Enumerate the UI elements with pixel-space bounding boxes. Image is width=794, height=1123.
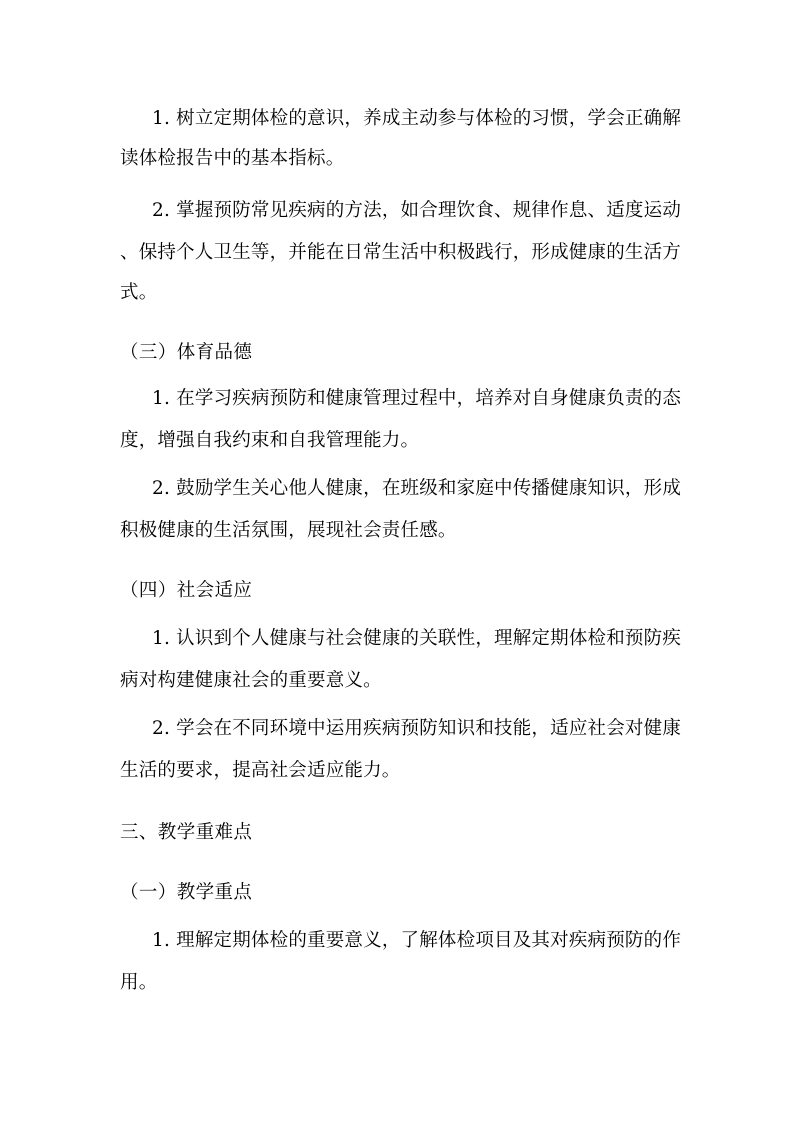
text-line: 病对构建健康社会的重要意义。 xyxy=(120,670,382,691)
text-line: 、保持个人卫生等，并能在日常生活中积极践行，形成健康的生活方 xyxy=(120,242,682,263)
text-line: 1. 树立定期体检的意识，养成主动参与体检的习惯，学会正确解 xyxy=(152,108,682,129)
section-heading: （一）教学重点 xyxy=(120,882,253,903)
section-heading: （三）体育品德 xyxy=(120,342,253,363)
text-line: 1. 认识到个人健康与社会健康的关联性，理解定期体检和预防疾 xyxy=(152,628,682,649)
section-heading: （四）社会适应 xyxy=(120,580,253,601)
text-line: 1. 在学习疾病预防和健康管理过程中，培养对自身健康负责的态 xyxy=(152,388,682,409)
text-line: 2. 掌握预防常见疾病的方法，如合理饮食、规律作息、适度运动 xyxy=(152,200,682,221)
text-line: 1. 理解定期体检的重要意义，了解体检项目及其对疾病预防的作 xyxy=(152,930,682,951)
text-line: 积极健康的生活氛围，展现社会责任感。 xyxy=(120,520,457,541)
text-line: 用。 xyxy=(120,972,158,993)
text-line: 式。 xyxy=(120,282,158,303)
text-line: 度，增强自我约束和自我管理能力。 xyxy=(120,430,420,451)
text-line: 读体检报告中的基本指标。 xyxy=(120,148,345,169)
text-line: 2. 学会在不同环境中运用疾病预防知识和技能，适应社会对健康 xyxy=(152,718,682,739)
chapter-heading: 三、教学重难点 xyxy=(120,822,253,843)
text-line: 2. 鼓励学生关心他人健康，在班级和家庭中传播健康知识，形成 xyxy=(152,478,682,499)
text-line: 生活的要求，提高社会适应能力。 xyxy=(120,760,401,781)
